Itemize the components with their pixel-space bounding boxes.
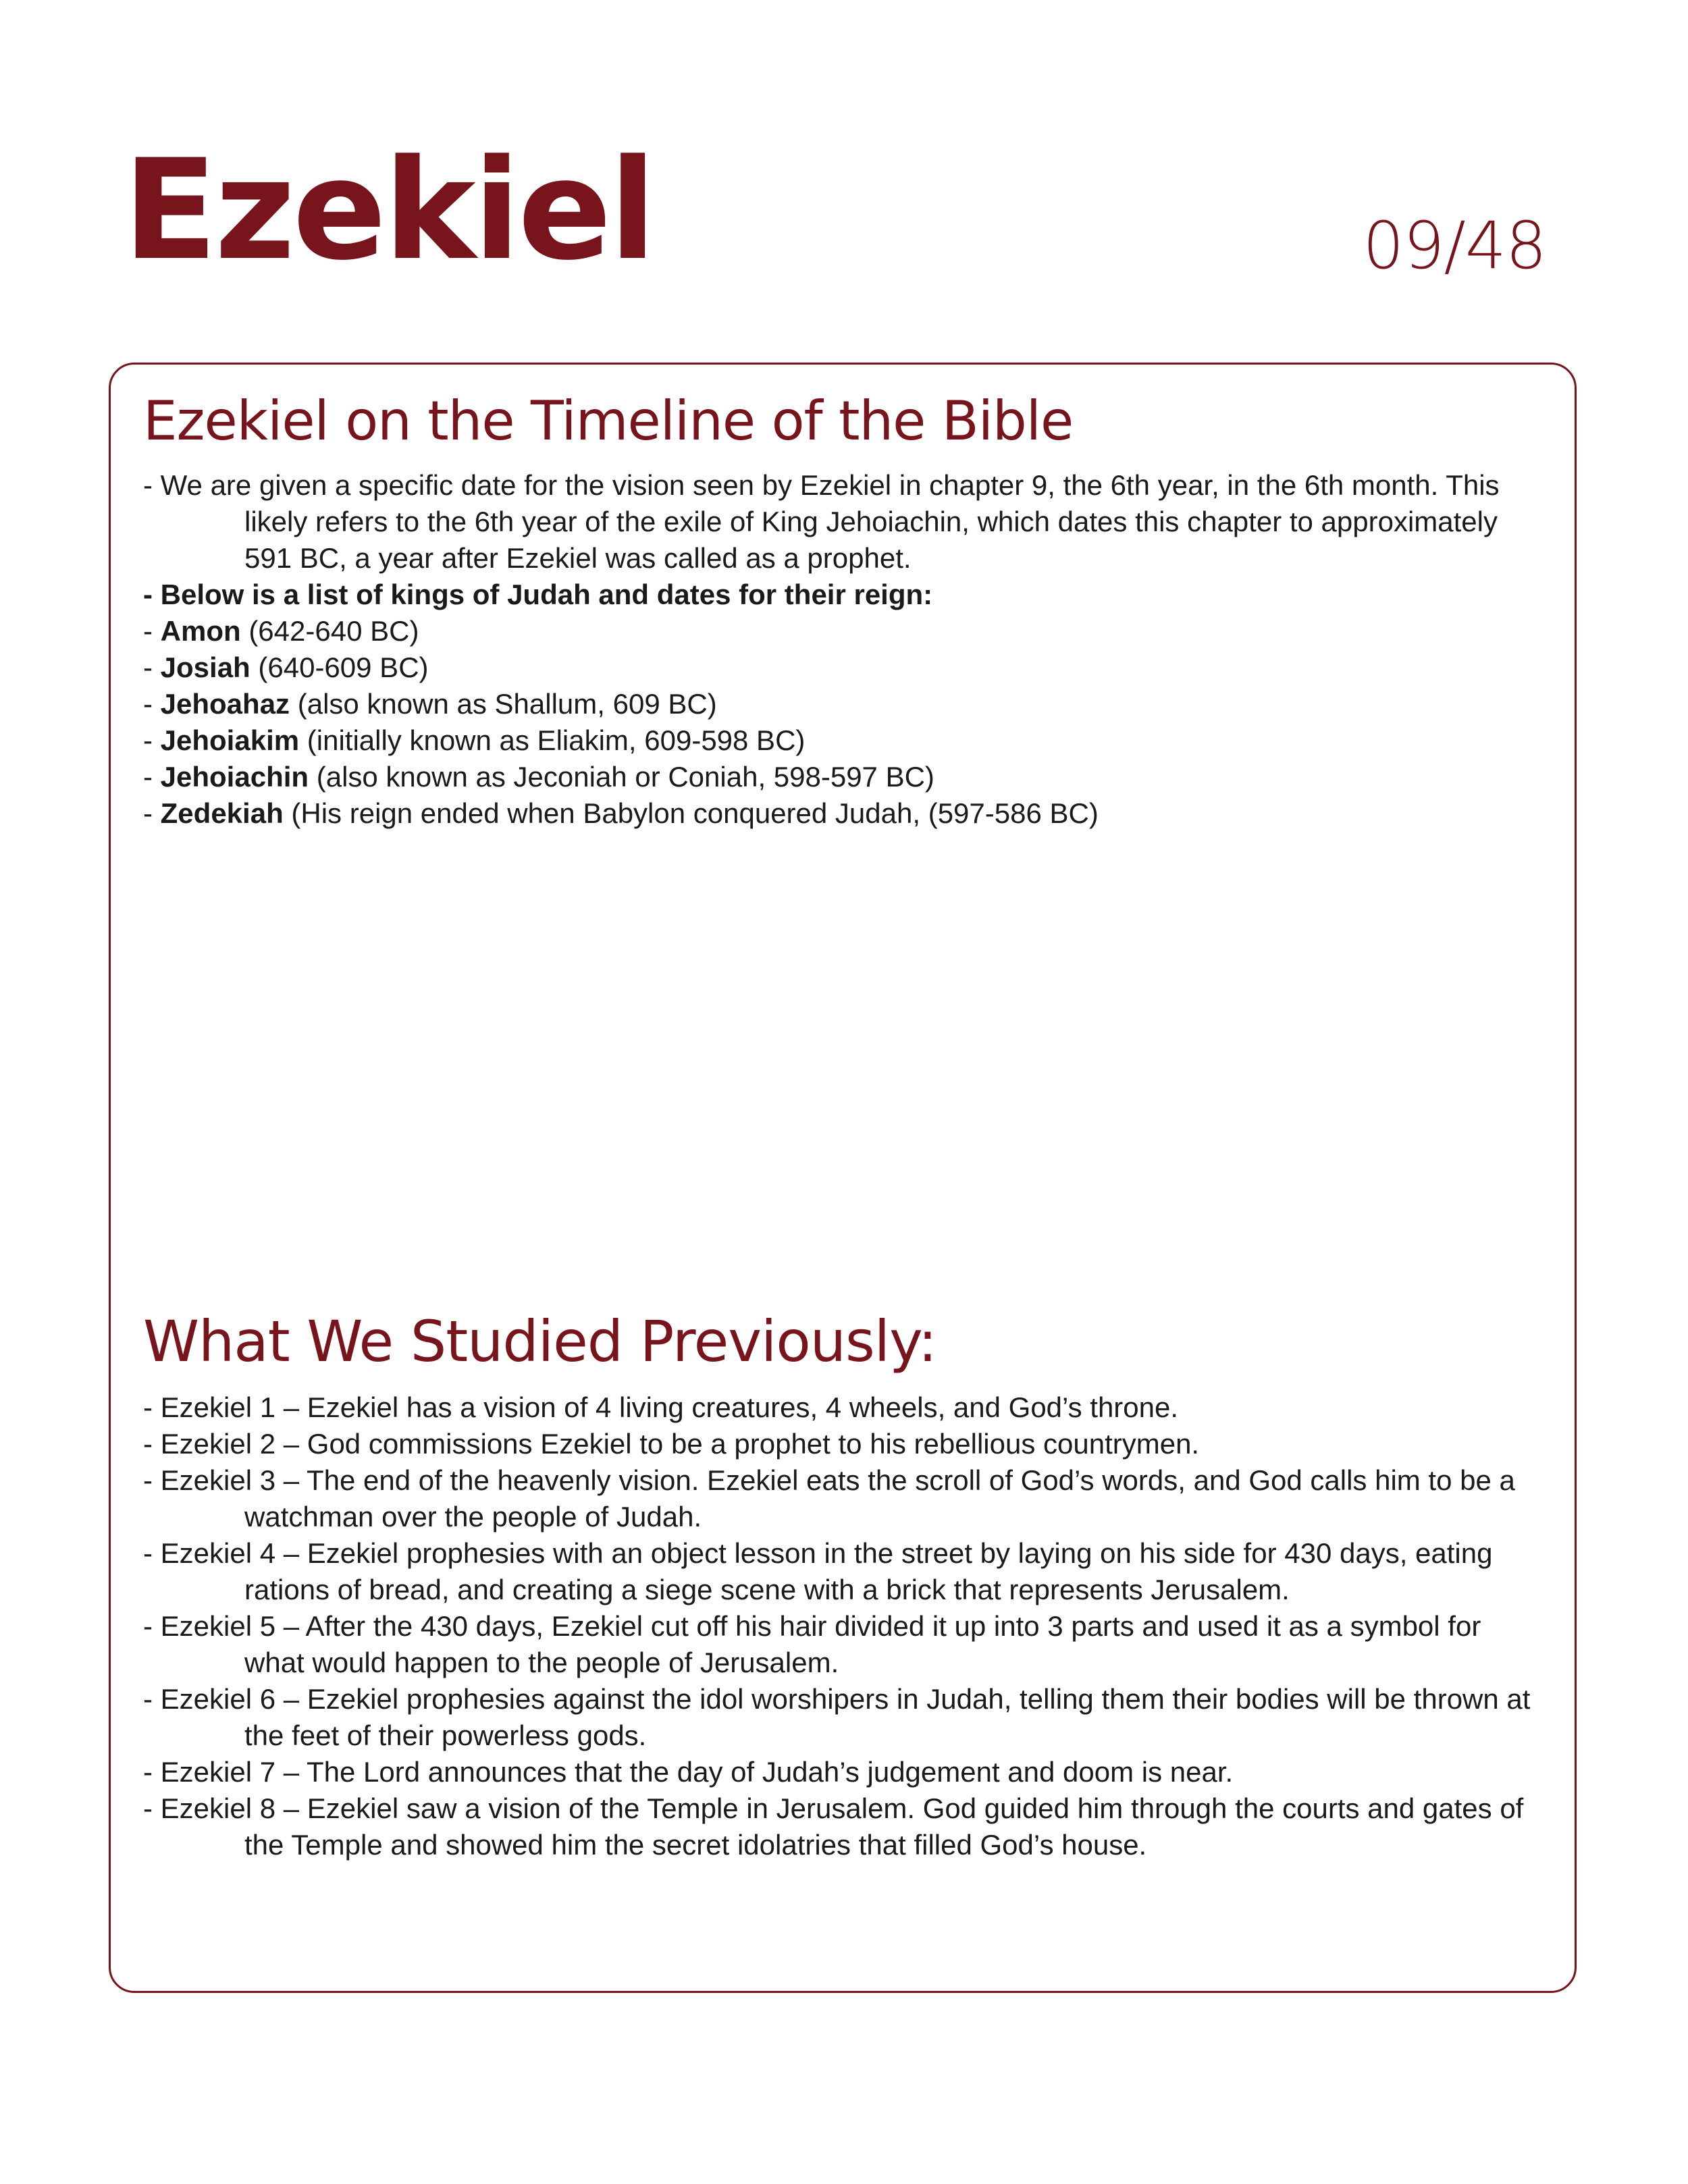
king-detail: (also known as Jeconiah or Coniah, 598-597 BC) <box>309 761 934 793</box>
previous-item: - Ezekiel 7 – The Lord announces that the day of Judah’s judgement and doom is near. <box>143 1755 1234 1788</box>
king-name: Josiah <box>160 651 250 683</box>
content-box <box>109 363 1577 1993</box>
kings-list-intro-text: Below is a list of kings of Judah and dates for their reign: <box>160 579 933 610</box>
document-title: Ezekiel <box>123 130 654 291</box>
king-item: - Zedekiah (His reign ended when Babylon conquered Judah, (597-586 BC) <box>143 797 1099 829</box>
timeline-section <box>143 389 1542 832</box>
king-item: - Josiah (640-609 BC) <box>143 651 429 683</box>
previous-item: - Ezekiel 5 – After the 430 days, Ezekiel cut off his hair divided it up into 3 parts and used it as a symbol for what would happen to the people of Jerusalem. <box>143 1609 1481 1678</box>
king-item: - Jehoiakim (initially known as Eliakim, 609-598 BC) <box>143 724 806 756</box>
king-detail: (also known as Shallum, 609 BC) <box>290 688 717 720</box>
previous-item-text: Ezekiel 5 – After the 430 days, Ezekiel cut off his hair divided it up into 3 parts and used it as a symbol for what would happen to the people of Jerusalem. <box>160 1609 1481 1678</box>
king-name: Jehoiakim <box>160 724 300 756</box>
timeline-heading: Ezekiel on the Timeline of the Bible <box>143 390 1074 452</box>
king-name: Jehoiachin <box>160 761 309 793</box>
kings-list-intro: - Below is a list of kings of Judah and dates for their reign: <box>143 579 933 610</box>
timeline-intro-text: We are given a specific date for the vision seen by Ezekiel in chapter 9, the 6th year, in the 6th month. This likely refers to the 6th year of the exile of King Jehoiachin, which dates this chapter to approximately 591 BC, a year after Ezekiel was called as a prophet. <box>160 469 1500 574</box>
previous-item-text: Ezekiel 8 – Ezekiel saw a vision of the Temple in Jerusalem. God guided him through the courts and gates of the Temple and showed him the secret idolatries that filled God’s house. <box>160 1792 1524 1861</box>
previous-item-text: Ezekiel 2 – God commissions Ezekiel to be a prophet to his rebellious countrymen. <box>160 1427 1200 1460</box>
previous-item-text: Ezekiel 3 – The end of the heavenly vision. Ezekiel eats the scroll of God’s words, and God calls him to be a watchman over the people of Judah. <box>160 1464 1515 1533</box>
king-detail: (642-640 BC) <box>240 615 419 647</box>
previous-item: - Ezekiel 1 – Ezekiel has a vision of 4 living creatures, 4 wheels, and God’s throne. <box>143 1391 1179 1423</box>
king-detail: (initially known as Eliakim, 609-598 BC) <box>299 724 806 756</box>
king-detail: (640-609 BC) <box>250 651 429 683</box>
king-item: - Amon (642-640 BC) <box>143 615 419 647</box>
king-name: Jehoahaz <box>160 688 290 720</box>
king-item: - Jehoiachin (also known as Jeconiah or Coniah, 598-597 BC) <box>143 761 934 793</box>
previous-heading: What We Studied Previously: <box>143 1308 937 1375</box>
page-number: 09/48 <box>1363 208 1546 284</box>
previous-item-text: Ezekiel 6 – Ezekiel prophesies against the idol worshipers in Judah, telling them their bodies will be thrown at the feet of their powerless gods. <box>160 1682 1531 1751</box>
previous-item: - Ezekiel 2 – God commissions Ezekiel to be a prophet to his rebellious countrymen. <box>143 1427 1200 1460</box>
king-detail: (His reign ended when Babylon conquered Judah, (597-586 BC) <box>283 797 1099 829</box>
king-name: Amon <box>160 615 241 647</box>
timeline-intro: - We are given a specific date for the vision seen by Ezekiel in chapter 9, the 6th year, in the 6th month. This likely refers to the 6th year of the exile of King Jehoiachin, which dates this chapter to approximately 591 BC, a year after Ezekiel was called as a prophet. <box>143 469 1500 574</box>
king-name: Zedekiah <box>160 797 284 829</box>
previous-item-text: Ezekiel 1 – Ezekiel has a vision of 4 living creatures, 4 wheels, and God’s throne. <box>160 1391 1179 1423</box>
previous-item-text: Ezekiel 4 – Ezekiel prophesies with an object lesson in the street by laying on his side for 430 days, eating rations of bread, and creating a siege scene with a brick that represents Jerusalem. <box>160 1537 1493 1605</box>
previous-section <box>143 1308 1542 1863</box>
previous-item-text: Ezekiel 7 – The Lord announces that the day of Judah’s judgement and doom is near. <box>160 1755 1234 1788</box>
previous-item: - Ezekiel 8 – Ezekiel saw a vision of the Temple in Jerusalem. God guided him through the courts and gates of the Temple and showed him the secret idolatries that filled God’s house. <box>143 1792 1524 1861</box>
previous-item: - Ezekiel 3 – The end of the heavenly vision. Ezekiel eats the scroll of God’s words, and God calls him to be a watchman over the people of Judah. <box>143 1464 1515 1533</box>
previous-item: - Ezekiel 6 – Ezekiel prophesies against the idol worshipers in Judah, telling them their bodies will be thrown at the feet of their powerless gods. <box>143 1682 1531 1751</box>
previous-item: - Ezekiel 4 – Ezekiel prophesies with an object lesson in the street by laying on his side for 430 days, eating rations of bread, and creating a siege scene with a brick that represents Jerusalem. <box>143 1537 1493 1605</box>
king-item: - Jehoahaz (also known as Shallum, 609 BC) <box>143 688 717 720</box>
